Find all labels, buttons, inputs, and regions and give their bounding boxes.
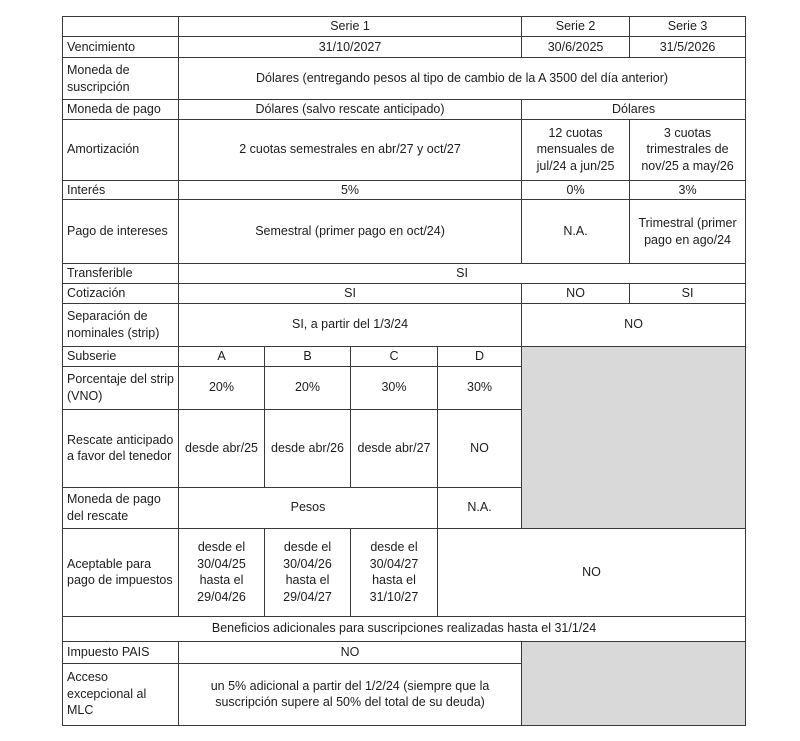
- cell-amortizacion-serie3: 3 cuotas trimestrales de nov/25 a may/26: [630, 119, 746, 180]
- cell-subserie-a: A: [179, 346, 265, 366]
- row-impuesto-pais: [63, 641, 746, 663]
- cell-aceptable-impuestos-a: desde el 30/04/25 hasta el 29/04/26: [179, 528, 265, 616]
- row-label-acceso-mlc: Acceso excepcional al MLC: [63, 663, 179, 725]
- row-separacion-nominales: [63, 303, 746, 346]
- row-label-moneda-suscripcion: Moneda de suscripción: [63, 58, 179, 100]
- row-moneda-suscripcion: [63, 58, 746, 100]
- cell-vencimiento-serie1: 31/10/2027: [179, 37, 522, 58]
- cell-subserie-b: B: [265, 346, 351, 366]
- series-comparison-table: [62, 16, 746, 726]
- cell-moneda-pago-serie23: Dólares: [522, 100, 746, 120]
- header-serie2: Serie 2: [522, 17, 630, 37]
- row-pago-intereses: [63, 200, 746, 264]
- row-cotizacion: [63, 283, 746, 303]
- row-label-moneda-rescate: Moneda de pago del rescate: [63, 487, 179, 528]
- shaded-block-series23-strip-section: [522, 346, 746, 528]
- row-label-interes: Interés: [63, 180, 179, 200]
- cell-pago-intereses-serie2: N.A.: [522, 200, 630, 264]
- cell-aceptable-impuestos-c: desde el 30/04/27 hasta el 31/10/27: [351, 528, 438, 616]
- header-serie3: Serie 3: [630, 17, 746, 37]
- row-label-cotizacion: Cotización: [63, 283, 179, 303]
- cell-subserie-d: D: [438, 346, 522, 366]
- cell-moneda-suscripcion-all: Dólares (entregando pesos al tipo de cambio de la A 3500 del día anterior): [179, 58, 746, 100]
- cell-rescate-anticipado-c: desde abr/27: [351, 409, 438, 487]
- header-empty-cell: [63, 17, 179, 37]
- cell-separacion-serie1: SI, a partir del 1/3/24: [179, 303, 522, 346]
- cell-cotizacion-serie3: SI: [630, 283, 746, 303]
- row-amortizacion: [63, 119, 746, 180]
- cell-interes-serie1: 5%: [179, 180, 522, 200]
- cell-rescate-anticipado-b: desde abr/26: [265, 409, 351, 487]
- row-label-vencimiento: Vencimiento: [63, 37, 179, 58]
- cell-pago-intereses-serie1: Semestral (primer pago en oct/24): [179, 200, 522, 264]
- row-vencimiento: [63, 37, 746, 58]
- row-label-pago-intereses: Pago de intereses: [63, 200, 179, 264]
- cell-moneda-rescate-d: N.A.: [438, 487, 522, 528]
- row-aceptable-impuestos: [63, 528, 746, 616]
- cell-separacion-serie23: NO: [522, 303, 746, 346]
- cell-moneda-rescate-abc: Pesos: [179, 487, 438, 528]
- cell-rescate-anticipado-a: desde abr/25: [179, 409, 265, 487]
- cell-amortizacion-serie2: 12 cuotas mensuales de jul/24 a jun/25: [522, 119, 630, 180]
- cell-vencimiento-serie2: 30/6/2025: [522, 37, 630, 58]
- row-label-separacion-nominales: Separación de nominales (strip): [63, 303, 179, 346]
- cell-porcentaje-strip-d: 30%: [438, 366, 522, 409]
- row-label-porcentaje-strip: Porcentaje del strip (VNO): [63, 366, 179, 409]
- row-label-subserie: Subserie: [63, 346, 179, 366]
- cell-beneficios-full: Beneficios adicionales para suscripciones realizadas hasta el 31/1/24: [63, 616, 746, 641]
- cell-vencimiento-serie3: 31/5/2026: [630, 37, 746, 58]
- row-label-aceptable-impuestos: Aceptable para pago de impuestos: [63, 528, 179, 616]
- row-interes: [63, 180, 746, 200]
- row-transferible: [63, 264, 746, 284]
- cell-cotizacion-serie1: SI: [179, 283, 522, 303]
- shaded-block-series23-bottom-section: [522, 641, 746, 725]
- cell-porcentaje-strip-b: 20%: [265, 366, 351, 409]
- header-row: [63, 17, 746, 37]
- cell-rescate-anticipado-d: NO: [438, 409, 522, 487]
- cell-aceptable-impuestos-b: desde el 30/04/26 hasta el 29/04/27: [265, 528, 351, 616]
- cell-amortizacion-serie1: 2 cuotas semestrales en abr/27 y oct/27: [179, 119, 522, 180]
- cell-interes-serie2: 0%: [522, 180, 630, 200]
- cell-pago-intereses-serie3: Trimestral (primer pago en ago/24: [630, 200, 746, 264]
- row-label-moneda-pago: Moneda de pago: [63, 100, 179, 120]
- row-beneficios: [63, 616, 746, 641]
- cell-porcentaje-strip-c: 30%: [351, 366, 438, 409]
- row-label-impuesto-pais: Impuesto PAIS: [63, 641, 179, 663]
- row-label-rescate-anticipado: Rescate anticipado a favor del tenedor: [63, 409, 179, 487]
- cell-aceptable-impuestos-rest: NO: [438, 528, 746, 616]
- row-moneda-pago: [63, 100, 746, 120]
- cell-cotizacion-serie2: NO: [522, 283, 630, 303]
- row-label-amortizacion: Amortización: [63, 119, 179, 180]
- row-label-transferible: Transferible: [63, 264, 179, 284]
- cell-acceso-mlc-serie1: un 5% adicional a partir del 1/2/24 (siempre que la suscripción supere al 50% del total de su deuda): [179, 663, 522, 725]
- cell-subserie-c: C: [351, 346, 438, 366]
- cell-impuesto-pais-serie1: NO: [179, 641, 522, 663]
- cell-transferible-all: SI: [179, 264, 746, 284]
- cell-moneda-pago-serie1: Dólares (salvo rescate anticipado): [179, 100, 522, 120]
- row-subserie: [63, 346, 746, 366]
- cell-interes-serie3: 3%: [630, 180, 746, 200]
- cell-porcentaje-strip-a: 20%: [179, 366, 265, 409]
- header-serie1: Serie 1: [179, 17, 522, 37]
